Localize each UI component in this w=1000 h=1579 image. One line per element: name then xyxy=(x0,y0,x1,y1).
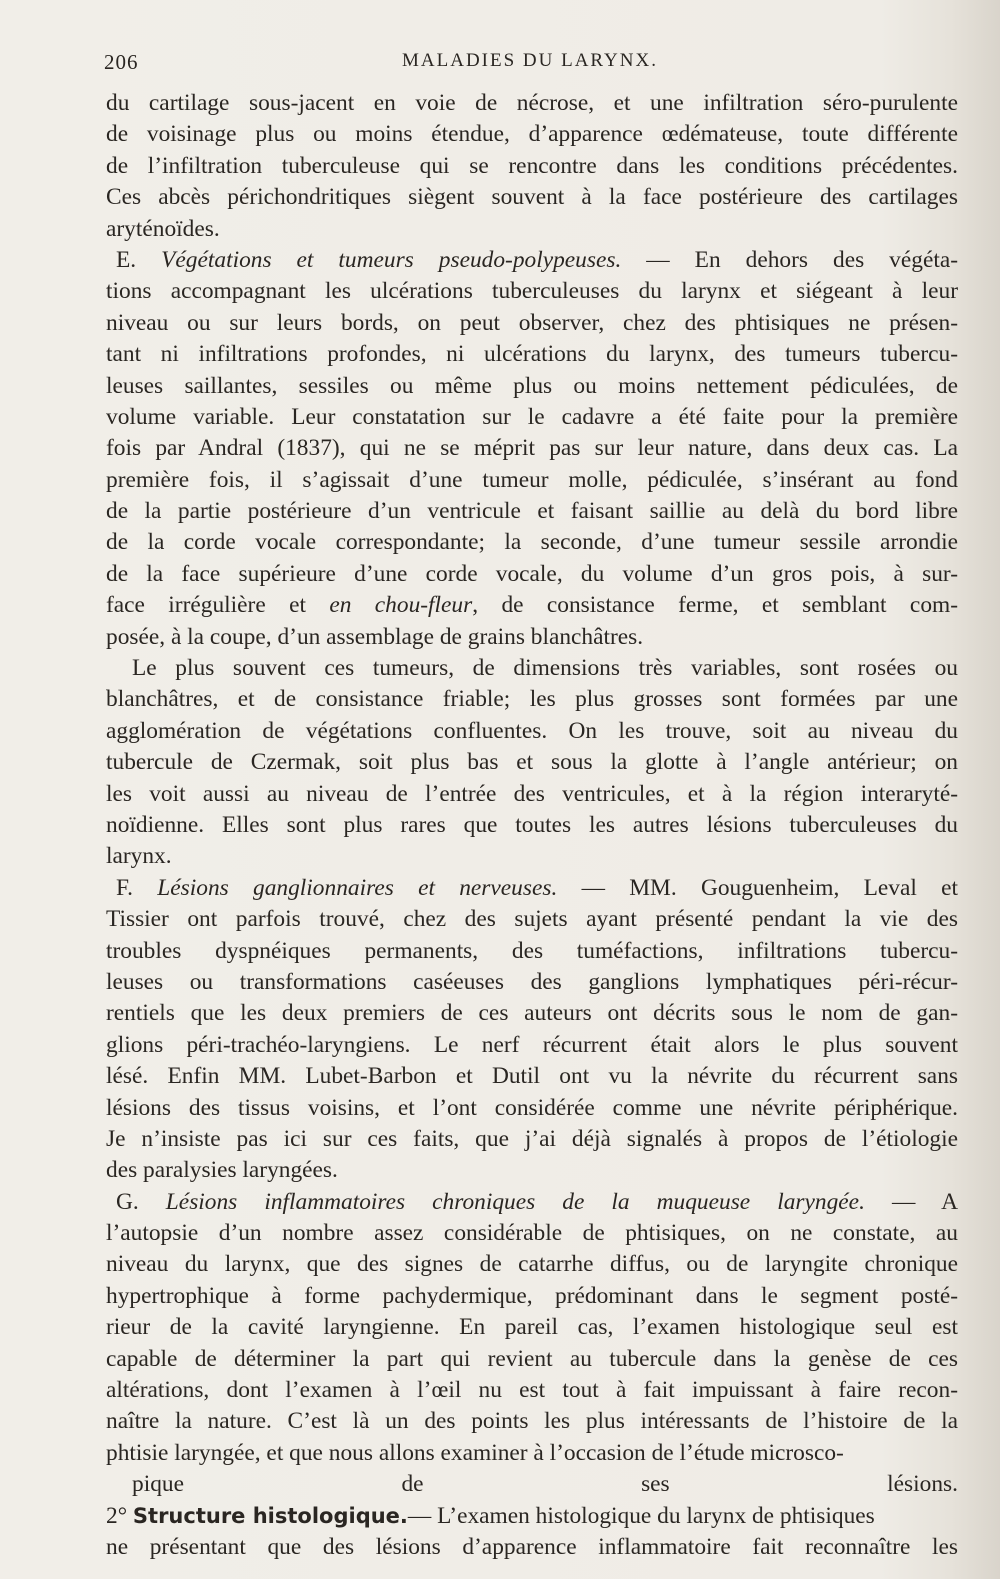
text-line: noïdienne. Elles sont plus rares que toutes les autres lésions tuberculeuses du xyxy=(106,811,958,838)
text-line: agglomération de végétations confluentes. On les trouve, soit au niveau du xyxy=(106,717,958,744)
text-line: aryténoïdes. xyxy=(106,215,220,242)
text-line: naître la nature. C’est là un des points les plus intéressants de l’histoire de la xyxy=(106,1408,958,1435)
text-line: blanchâtres, et de consistance friable; les plus grosses sont formées par une xyxy=(106,686,958,713)
text-line: F. Lésions ganglionnaires et nerveuses. — MM. Gouguenheim, Leval et xyxy=(116,874,958,901)
text-line: lésions des tissus voisins, et l’ont considérée comme une névrite périphérique. xyxy=(106,1094,958,1121)
text-line: tions accompagnant les ulcérations tuberculeuses du larynx et siégeant à leur xyxy=(106,278,958,305)
text-line: l’autopsie d’un nombre assez considérable de phtisiques, on ne constate, au xyxy=(106,1220,958,1247)
text-line: pique de ses lésions. xyxy=(132,1471,958,1498)
text-line: phtisie laryngée, et que nous allons examiner à l’occasion de l’étude microsco- xyxy=(106,1439,844,1466)
page-header xyxy=(104,50,956,80)
text-line: G. Lésions inflammatoires chroniques de la muqueuse laryngée. — A xyxy=(116,1188,959,1215)
text-line: Le plus souvent ces tumeurs, de dimensions très variables, sont rosées ou xyxy=(132,655,958,682)
text-line: les voit aussi au niveau de l’entrée des ventricules, et à la région interaryté- xyxy=(106,780,958,807)
text-line: Je n’insiste pas ici sur ces faits, que j’ai déjà signalés à propos de l’étiologie xyxy=(106,1125,958,1152)
text-line: hypertrophique à forme pachydermique, prédominant dans le segment posté- xyxy=(106,1282,958,1309)
text-line: tubercule de Czermak, soit plus bas et sous la glotte à l’angle antérieur; on xyxy=(106,749,958,776)
text-line: ne présentant que des lésions d’apparence inflammatoire fait reconnaître les xyxy=(106,1533,958,1560)
text-line: de l’infiltration tuberculeuse qui se rencontre dans les conditions précédentes. xyxy=(106,152,958,179)
text-line: rentiels que les deux premiers de ces auteurs ont décrits sous le nom de gan- xyxy=(106,1000,958,1027)
text-line: rieur de la cavité laryngienne. En pareil cas, l’examen histologique seul est xyxy=(106,1314,958,1341)
text-line: de la face supérieure d’une corde vocale, du volume d’un gros pois, à sur- xyxy=(106,560,958,587)
text-line: de la partie postérieure d’un ventricule et faisant saillie au delà du bord libre xyxy=(106,498,958,525)
text-line: du cartilage sous-jacent en voie de nécrose, et une infiltration séro-purulente xyxy=(106,90,958,116)
text-line: niveau du larynx, que des signes de catarrhe diffus, ou de laryngite chronique xyxy=(106,1251,958,1278)
text-line: de la corde vocale correspondante; la seconde, d’une tumeur sessile arrondie xyxy=(106,529,958,556)
text-line: lésé. Enfin MM. Lubet-Barbon et Dutil ont vu la névrite du récurrent sans xyxy=(106,1063,958,1090)
running-title: MALADIES DU LARYNX. xyxy=(402,50,658,71)
text-line: capable de déterminer la part qui revient au tubercule dans la genèse de ces xyxy=(106,1345,958,1372)
body-text xyxy=(106,88,958,1563)
text-line: Tissier ont parfois trouvé, chez des sujets ayant présenté pendant la vie des xyxy=(106,906,958,933)
text-line: posée, à la coupe, d’un assemblage de grains blanchâtres. xyxy=(106,623,644,650)
text-line: face irrégulière et en chou-fleur, de consistance ferme, et semblant com- xyxy=(106,592,958,619)
text-line: larynx. xyxy=(106,843,172,870)
text-line: première fois, il s’agissait d’une tumeur molle, pédiculée, s’insérant au fond xyxy=(106,466,958,493)
text-line: 2° Structure histologique.— L’examen histologique du larynx de phtisiques xyxy=(106,1502,875,1529)
text-line: de voisinage plus ou moins étendue, d’apparence œdémateuse, toute différente xyxy=(106,121,958,148)
text-line: leuses saillantes, sessiles ou même plus ou moins nettement pédiculées, de xyxy=(106,372,958,399)
text-line: glions péri-trachéo-laryngiens. Le nerf récurrent était alors le plus souvent xyxy=(106,1031,958,1058)
text-line: volume variable. Leur constatation sur le cadavre a été faite pour la première xyxy=(106,403,958,430)
text-line: des paralysies laryngées. xyxy=(106,1157,338,1184)
text-line: tant ni infiltrations profondes, ni ulcérations du larynx, des tumeurs tubercu- xyxy=(106,341,958,368)
text-line: troubles dyspnéiques permanents, des tuméfactions, infiltrations tubercu- xyxy=(106,937,958,964)
text-line: altérations, dont l’examen à l’œil nu est tout à fait impuissant à faire recon- xyxy=(106,1377,958,1404)
text-line: niveau ou sur leurs bords, on peut observer, chez des phtisiques ne présen- xyxy=(106,309,958,336)
text-line: Ces abcès périchondritiques siègent souvent à la face postérieure des cartilages xyxy=(106,184,958,211)
text-line: E. Végétations et tumeurs pseudo-polypeuses. — En dehors des végéta- xyxy=(116,246,958,273)
text-line: fois par Andral (1837), qui ne se méprit pas sur leur nature, dans deux cas. La xyxy=(106,435,958,462)
page-number: 206 xyxy=(104,50,139,74)
text-line: leuses ou transformations caséeuses des ganglions lymphatiques péri-récur- xyxy=(106,968,958,995)
